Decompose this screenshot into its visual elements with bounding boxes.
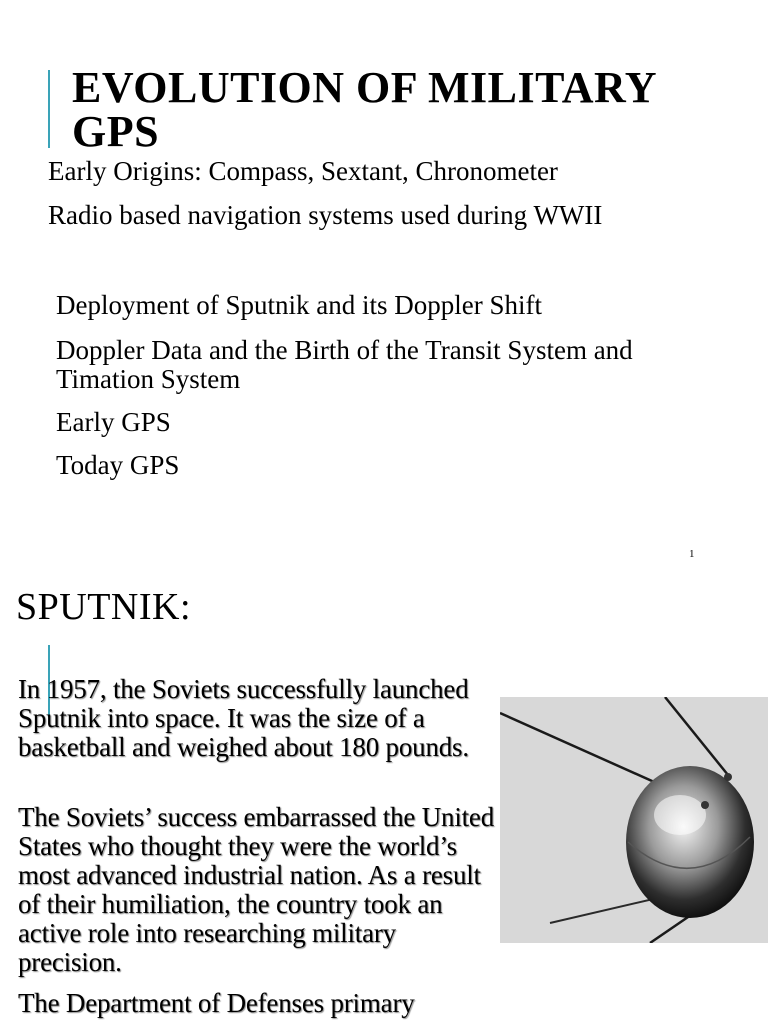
- bullet-item: Doppler Data and the Birth of the Transit System and Timation System: [56, 335, 633, 394]
- bullet-item: Radio based navigation systems used during WWII: [48, 200, 603, 230]
- bullet-item: Early Origins: Compass, Sextant, Chronometer: [48, 156, 558, 186]
- paragraph: The Department of Defenses primary: [18, 988, 415, 1018]
- page-number: 1: [689, 548, 695, 560]
- sputnik-illustration: [500, 697, 768, 943]
- section-title: SPUTNIK:: [16, 586, 192, 628]
- paragraph: In 1957, the Soviets successfully launched Sputnik into space. It was the size of a basketball and weighed about 180 pounds.: [18, 674, 469, 762]
- bullet-item: Today GPS: [56, 450, 180, 480]
- slide-title: EVOLUTION OF MILITARY GPS: [72, 63, 656, 156]
- bullet-item: Early GPS: [56, 407, 171, 437]
- bullet-item: Deployment of Sputnik and its Doppler Shift: [56, 290, 542, 320]
- sputnik-photo: [500, 697, 768, 943]
- title-accent-bar: [48, 70, 50, 148]
- paragraph: The Soviets’ success embarrassed the United States who thought they were the world’s most advanced industrial nation. As a result of their humiliation, the country took an active role into researching military precision.: [18, 802, 495, 977]
